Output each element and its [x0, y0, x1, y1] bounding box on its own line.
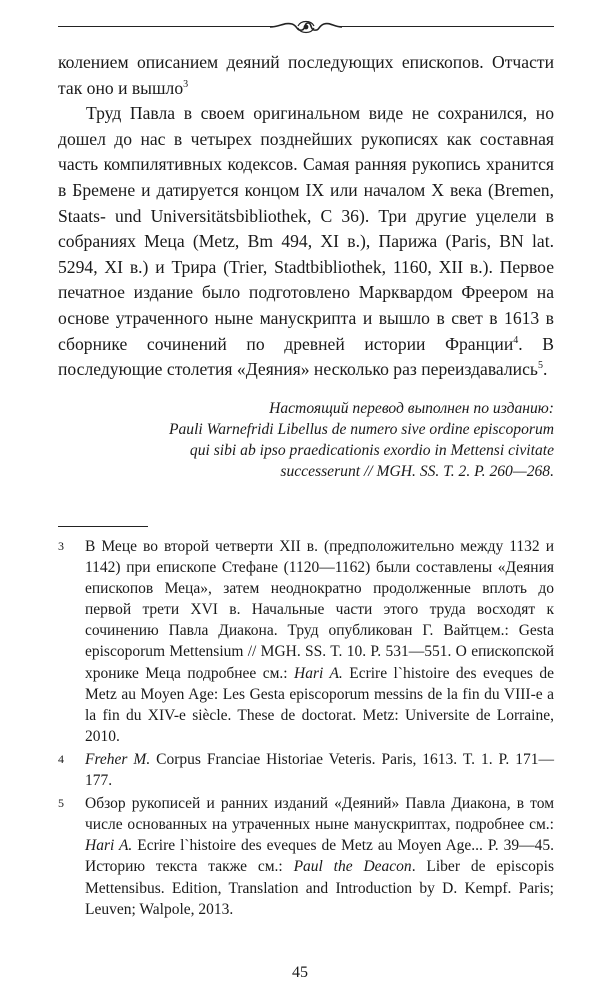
flourish-ornament-icon — [268, 18, 344, 36]
attribution-line-1: Настоящий перевод выполнен по изданию: — [269, 400, 554, 417]
page-number: 45 — [292, 964, 308, 981]
paragraph-1: колением описанием деяний последующих епископов. Отчасти так оно и вышло$^3$ — [58, 52, 554, 98]
header-ornament — [58, 18, 554, 36]
footnote-number: 5 — [58, 796, 64, 811]
footnote-4: 4 Freher M. Corpus Franciae Historiae Veteris. Paris, 1613. T. 1. P. 171—177. — [58, 750, 554, 790]
attribution-line-3: qui sibi ab ipso praedicationis exordio in Mettensi civitate — [189, 442, 554, 459]
footnote-5: 5 Обзор рукописей и ранних изданий «Деяний» Павла Диакона, в том числе основанных на утраченных ныне манускриптах, подробнее см.: Hari A. Ecrire l`histoire des eveques de Metz au Moyen Age... P. 39—45. Историю текста также см.: Paul the Deacon. Liber de episcopis Mettensibus. Edition, Translation and Introduction by D. Kempf. Paris; Leuven; Walpole, 2013. — [58, 795, 554, 918]
header-rule-right — [339, 26, 554, 27]
footnotes — [58, 536, 554, 922]
footnote-ref-5[interactable]: 5 — [537, 360, 543, 372]
header-rule-left — [58, 26, 273, 27]
author-name: Hari A. — [294, 664, 343, 682]
footnote-number: 3 — [58, 539, 64, 553]
author-name: Hari A. — [85, 837, 133, 855]
footnote-number: 4 — [58, 751, 64, 766]
author-name: Paul the Deacon — [293, 858, 412, 876]
edition-attribution — [80, 398, 554, 482]
attribution-line-2: Pauli Warnefridi Libellus de numero sive ordine episcoporum — [168, 421, 554, 438]
author-name: Freher M. — [85, 750, 151, 768]
main-text — [58, 50, 554, 383]
paragraph-2: Труд Павла в своем оригинальном виде не сохранился, но дошел до нас в четырех позднейших рукописях как составная часть компилятивных кодексов. Самая ранняя рукопись хранится в Бремене и датируется концом IX или началом X века (Bremen, Staats- und Universitätsbibliothek, C 36). Три другие уцелели в собраниях Меца (Metz, Bm 494, XI в.), Парижа (Paris, BN lat. 5294, XI в.) и Трира (Trier, Stadtbibliothek, 1160, XII в.). Первое печатное издание было подготовлено Марквардом Фреером на основе утраченного ныне манускрипта и вышло в свет в 1613 в сборнике сочинений по древней истории Франции$^4$. В последующие столетия «Деяния» несколько раз переиздавались$^5$. — [58, 103, 554, 380]
footnote-3: 3 В Меце во второй четверти XII в. (предположительно между 1132 и 1142) при епископе Стефане (1120—1162) были составлены «Деяния епископов Меца», затем неоднократно продолженные вплоть до первой трети XVI в. Начальные части этого труда восходят к сочинению Павла Диакона. Труд опубликован Г. Вайтцем.: Gesta episcoporum Mettensium // MGH. SS. T. 10. P. 531—551. О епископской хронике Меца подробнее см.: Hari A. Ecrire l`histoire des eveques de Metz au Moyen Age: Les Gesta episcoporum messins de la fin du VIII-e a la fin du XIV-e siècle. These de doctorat. Metz: Universite de Lorraine, 2010. — [58, 538, 554, 745]
footnote-ref-4[interactable]: 4 — [513, 334, 519, 346]
footnote-separator — [58, 526, 148, 527]
attribution-line-4: successerunt // MGH. SS. T. 2. P. 260—268. — [280, 463, 554, 480]
footnote-ref-3[interactable]: 3 — [183, 78, 189, 90]
